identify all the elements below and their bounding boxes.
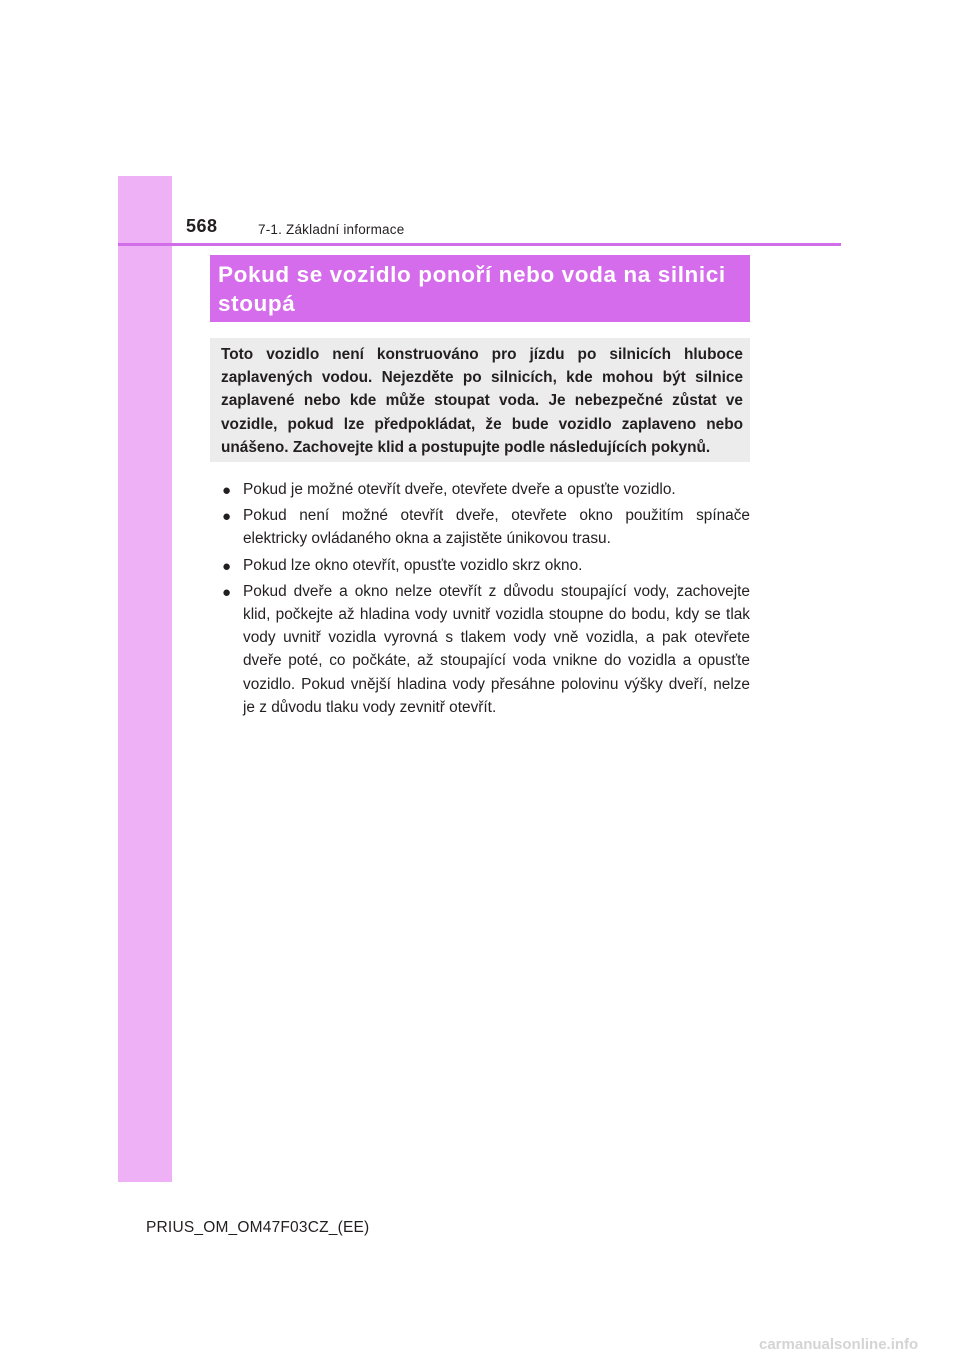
list-item-text: Pokud dveře a okno nelze otevřít z důvodu stoupající vody, zachovejte klid, počkejte až hladina vody uvnitř vozidla stoupne do bodu, kdy se tlak vody uvnitř vozidla vyrovná s tlakem vody vně vozidla, a pak otevřete dveře poté, co počkáte, až stoupající voda vnikne do vozidla a opusťte vozidlo. Pokud vnější hladina vody přesáhne polovinu výšky dveří, nelze je z důvodu tlaku vody zevnitř otevřít. (243, 582, 750, 716)
side-strip (118, 176, 172, 1182)
list-item (222, 580, 750, 719)
bullet-icon: ● (222, 557, 232, 575)
page-number: 568 (186, 216, 218, 236)
intro-text: Toto vozidlo není konstruováno pro jízdu po silnicích hluboce zaplavených vodou. Nejezděte po silnicích, kde mohou být silnice zaplavené nebo kde může stoupat voda. Je nebezpečné zůstat ve vozidle, pokud lze předpokládat, že bude vozidlo zaplaveno nebo unášeno. Zachovejte klid a postupujte podle následujících pokynů. (221, 346, 743, 456)
section-title-box (210, 255, 750, 322)
bullet-icon: ● (222, 482, 232, 499)
watermark: carmanualsonline.info (759, 1336, 919, 1353)
list-item (222, 504, 750, 550)
list-item (222, 554, 750, 577)
section-title: Pokud se vozidlo ponoří nebo voda na silnici stoupá (218, 262, 726, 316)
bullet-icon: ● (222, 583, 232, 601)
list-item-text: Pokud není možné otevřít dveře, otevřete okno použitím spínače elektricky ovládaného okna a zajistěte únikovou trasu. (243, 507, 750, 548)
list-item-text: Pokud lze okno otevřít, opusťte vozidlo skrz okno. (243, 556, 583, 574)
list-item (222, 478, 750, 501)
bullet-icon: ● (222, 508, 232, 526)
intro-box (210, 338, 750, 462)
section-label: 7-1. Základní informace (258, 222, 405, 237)
instruction-list (222, 478, 750, 722)
header-rule (118, 243, 841, 246)
footer-code: PRIUS_OM_OM47F03CZ_(EE) (146, 1219, 370, 1236)
list-item-text: Pokud je možné otevřít dveře, otevřete dveře a opusťte vozidlo. (243, 481, 676, 498)
